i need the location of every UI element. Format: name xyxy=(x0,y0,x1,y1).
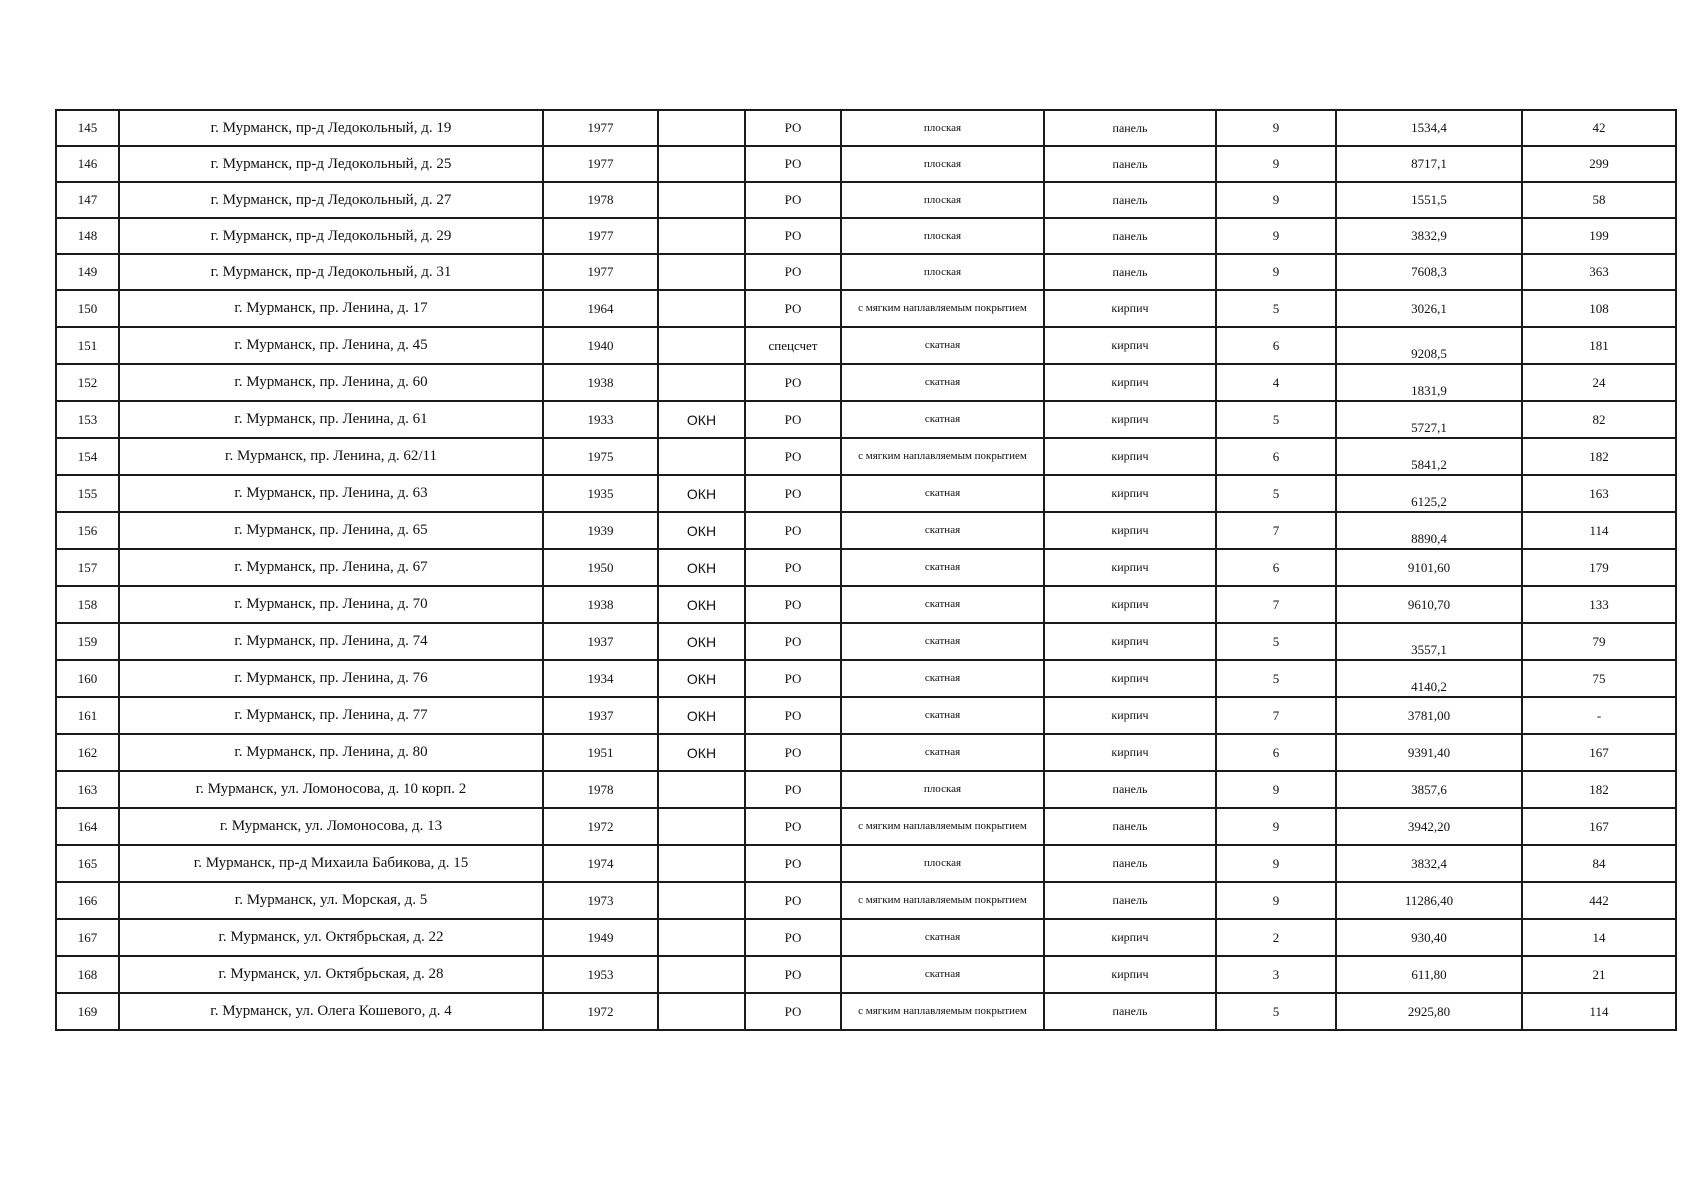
heritage-status-cell: ОКН xyxy=(658,549,745,586)
year-built-cell: 1977 xyxy=(543,218,658,254)
table-row xyxy=(56,182,1676,218)
fund-account-cell: РО xyxy=(745,586,841,623)
floors-cell: 9 xyxy=(1216,808,1336,845)
address-cell: г. Мурманск, ул. Олега Кошевого, д. 4 xyxy=(119,993,543,1030)
roof-type-cell: с мягким наплавляемым покрытием xyxy=(841,993,1044,1030)
floors-cell: 2 xyxy=(1216,919,1336,956)
residents-cell: 442 xyxy=(1522,882,1676,919)
row-number-cell: 148 xyxy=(56,218,119,254)
wall-material-cell: кирпич xyxy=(1044,697,1216,734)
address-cell: г. Мурманск, пр-д Ледокольный, д. 19 xyxy=(119,110,543,146)
total-area-cell: 8717,1 xyxy=(1336,146,1522,182)
building-registry-table xyxy=(55,109,1677,1031)
floors-cell: 7 xyxy=(1216,697,1336,734)
fund-account-cell: РО xyxy=(745,734,841,771)
heritage-status-cell xyxy=(658,110,745,146)
year-built-cell: 1977 xyxy=(543,254,658,290)
wall-material-cell: панель xyxy=(1044,110,1216,146)
fund-account-cell: РО xyxy=(745,956,841,993)
roof-type-cell: плоская xyxy=(841,182,1044,218)
total-area-cell: 9101,60 xyxy=(1336,549,1522,586)
year-built-cell: 1953 xyxy=(543,956,658,993)
fund-account-cell: РО xyxy=(745,549,841,586)
roof-type-cell: плоская xyxy=(841,218,1044,254)
roof-type-cell: плоская xyxy=(841,845,1044,882)
residents-cell: 182 xyxy=(1522,438,1676,475)
floors-cell: 9 xyxy=(1216,882,1336,919)
address-cell: г. Мурманск, ул. Октябрьская, д. 28 xyxy=(119,956,543,993)
roof-type-cell: плоская xyxy=(841,110,1044,146)
table-row xyxy=(56,623,1676,660)
floors-cell: 6 xyxy=(1216,549,1336,586)
row-number-cell: 147 xyxy=(56,182,119,218)
floors-cell: 7 xyxy=(1216,512,1336,549)
total-area-cell: 3781,00 xyxy=(1336,697,1522,734)
roof-type-cell: скатная xyxy=(841,734,1044,771)
floors-cell: 9 xyxy=(1216,110,1336,146)
floors-cell: 5 xyxy=(1216,660,1336,697)
table-row xyxy=(56,845,1676,882)
fund-account-cell: РО xyxy=(745,623,841,660)
floors-cell: 9 xyxy=(1216,146,1336,182)
fund-account-cell: РО xyxy=(745,364,841,401)
wall-material-cell: кирпич xyxy=(1044,919,1216,956)
year-built-cell: 1940 xyxy=(543,327,658,364)
residents-cell: 163 xyxy=(1522,475,1676,512)
row-number-cell: 168 xyxy=(56,956,119,993)
heritage-status-cell: ОКН xyxy=(658,512,745,549)
heritage-status-cell: ОКН xyxy=(658,623,745,660)
total-area-cell: 4140,2 xyxy=(1336,660,1522,697)
heritage-status-cell xyxy=(658,993,745,1030)
address-cell: г. Мурманск, ул. Ломоносова, д. 10 корп. 2 xyxy=(119,771,543,808)
year-built-cell: 1938 xyxy=(543,586,658,623)
fund-account-cell: РО xyxy=(745,919,841,956)
fund-account-cell: РО xyxy=(745,475,841,512)
wall-material-cell: кирпич xyxy=(1044,956,1216,993)
fund-account-cell: РО xyxy=(745,697,841,734)
roof-type-cell: скатная xyxy=(841,475,1044,512)
heritage-status-cell xyxy=(658,845,745,882)
address-cell: г. Мурманск, пр. Ленина, д. 60 xyxy=(119,364,543,401)
row-number-cell: 165 xyxy=(56,845,119,882)
address-cell: г. Мурманск, пр. Ленина, д. 63 xyxy=(119,475,543,512)
table-row xyxy=(56,110,1676,146)
residents-cell: 84 xyxy=(1522,845,1676,882)
table-row xyxy=(56,586,1676,623)
roof-type-cell: скатная xyxy=(841,512,1044,549)
row-number-cell: 149 xyxy=(56,254,119,290)
address-cell: г. Мурманск, пр-д Ледокольный, д. 27 xyxy=(119,182,543,218)
total-area-cell: 1831,9 xyxy=(1336,364,1522,401)
row-number-cell: 161 xyxy=(56,697,119,734)
row-number-cell: 169 xyxy=(56,993,119,1030)
table-row xyxy=(56,290,1676,327)
fund-account-cell: РО xyxy=(745,438,841,475)
residents-cell: 79 xyxy=(1522,623,1676,660)
roof-type-cell: скатная xyxy=(841,660,1044,697)
residents-cell: 75 xyxy=(1522,660,1676,697)
table-row xyxy=(56,146,1676,182)
residents-cell: 363 xyxy=(1522,254,1676,290)
row-number-cell: 159 xyxy=(56,623,119,660)
total-area-cell: 9610,70 xyxy=(1336,586,1522,623)
fund-account-cell: РО xyxy=(745,808,841,845)
address-cell: г. Мурманск, пр-д Ледокольный, д. 29 xyxy=(119,218,543,254)
heritage-status-cell: ОКН xyxy=(658,401,745,438)
year-built-cell: 1972 xyxy=(543,808,658,845)
table-row xyxy=(56,660,1676,697)
year-built-cell: 1975 xyxy=(543,438,658,475)
floors-cell: 5 xyxy=(1216,401,1336,438)
heritage-status-cell xyxy=(658,254,745,290)
address-cell: г. Мурманск, пр. Ленина, д. 45 xyxy=(119,327,543,364)
floors-cell: 6 xyxy=(1216,438,1336,475)
table-row xyxy=(56,401,1676,438)
address-cell: г. Мурманск, пр. Ленина, д. 61 xyxy=(119,401,543,438)
total-area-cell: 8890,4 xyxy=(1336,512,1522,549)
wall-material-cell: кирпич xyxy=(1044,549,1216,586)
roof-type-cell: плоская xyxy=(841,771,1044,808)
fund-account-cell: РО xyxy=(745,660,841,697)
year-built-cell: 1935 xyxy=(543,475,658,512)
roof-type-cell: плоская xyxy=(841,146,1044,182)
year-built-cell: 1974 xyxy=(543,845,658,882)
floors-cell: 5 xyxy=(1216,623,1336,660)
heritage-status-cell xyxy=(658,146,745,182)
table-row xyxy=(56,512,1676,549)
total-area-cell: 11286,40 xyxy=(1336,882,1522,919)
row-number-cell: 154 xyxy=(56,438,119,475)
address-cell: г. Мурманск, пр. Ленина, д. 76 xyxy=(119,660,543,697)
heritage-status-cell xyxy=(658,956,745,993)
wall-material-cell: панель xyxy=(1044,254,1216,290)
row-number-cell: 164 xyxy=(56,808,119,845)
residents-cell: 133 xyxy=(1522,586,1676,623)
fund-account-cell: РО xyxy=(745,110,841,146)
floors-cell: 6 xyxy=(1216,734,1336,771)
roof-type-cell: с мягким наплавляемым покрытием xyxy=(841,882,1044,919)
row-number-cell: 155 xyxy=(56,475,119,512)
wall-material-cell: кирпич xyxy=(1044,364,1216,401)
residents-cell: 179 xyxy=(1522,549,1676,586)
floors-cell: 3 xyxy=(1216,956,1336,993)
address-cell: г. Мурманск, пр. Ленина, д. 74 xyxy=(119,623,543,660)
heritage-status-cell: ОКН xyxy=(658,734,745,771)
row-number-cell: 156 xyxy=(56,512,119,549)
roof-type-cell: с мягким наплавляемым покрытием xyxy=(841,290,1044,327)
heritage-status-cell xyxy=(658,290,745,327)
heritage-status-cell: ОКН xyxy=(658,697,745,734)
year-built-cell: 1937 xyxy=(543,623,658,660)
year-built-cell: 1939 xyxy=(543,512,658,549)
total-area-cell: 5841,2 xyxy=(1336,438,1522,475)
wall-material-cell: панель xyxy=(1044,808,1216,845)
row-number-cell: 157 xyxy=(56,549,119,586)
year-built-cell: 1972 xyxy=(543,993,658,1030)
heritage-status-cell: ОКН xyxy=(658,475,745,512)
floors-cell: 5 xyxy=(1216,290,1336,327)
year-built-cell: 1978 xyxy=(543,771,658,808)
address-cell: г. Мурманск, пр. Ленина, д. 67 xyxy=(119,549,543,586)
roof-type-cell: плоская xyxy=(841,254,1044,290)
fund-account-cell: РО xyxy=(745,512,841,549)
row-number-cell: 160 xyxy=(56,660,119,697)
row-number-cell: 152 xyxy=(56,364,119,401)
residents-cell: 114 xyxy=(1522,993,1676,1030)
table-row xyxy=(56,734,1676,771)
total-area-cell: 9391,40 xyxy=(1336,734,1522,771)
table-row xyxy=(56,549,1676,586)
roof-type-cell: скатная xyxy=(841,956,1044,993)
residents-cell: 82 xyxy=(1522,401,1676,438)
total-area-cell: 1551,5 xyxy=(1336,182,1522,218)
residents-cell: 42 xyxy=(1522,110,1676,146)
wall-material-cell: панель xyxy=(1044,771,1216,808)
wall-material-cell: панель xyxy=(1044,993,1216,1030)
fund-account-cell: РО xyxy=(745,146,841,182)
year-built-cell: 1977 xyxy=(543,146,658,182)
total-area-cell: 6125,2 xyxy=(1336,475,1522,512)
row-number-cell: 162 xyxy=(56,734,119,771)
total-area-cell: 3832,9 xyxy=(1336,218,1522,254)
row-number-cell: 158 xyxy=(56,586,119,623)
residents-cell: 21 xyxy=(1522,956,1676,993)
address-cell: г. Мурманск, пр-д Ледокольный, д. 25 xyxy=(119,146,543,182)
total-area-cell: 3857,6 xyxy=(1336,771,1522,808)
fund-account-cell: РО xyxy=(745,993,841,1030)
roof-type-cell: скатная xyxy=(841,364,1044,401)
row-number-cell: 151 xyxy=(56,327,119,364)
year-built-cell: 1951 xyxy=(543,734,658,771)
total-area-cell: 1534,4 xyxy=(1336,110,1522,146)
address-cell: г. Мурманск, ул. Октябрьская, д. 22 xyxy=(119,919,543,956)
residents-cell: 58 xyxy=(1522,182,1676,218)
wall-material-cell: панель xyxy=(1044,218,1216,254)
total-area-cell: 3026,1 xyxy=(1336,290,1522,327)
table-row xyxy=(56,956,1676,993)
total-area-cell: 7608,3 xyxy=(1336,254,1522,290)
wall-material-cell: кирпич xyxy=(1044,327,1216,364)
roof-type-cell: скатная xyxy=(841,401,1044,438)
heritage-status-cell: ОКН xyxy=(658,586,745,623)
wall-material-cell: панель xyxy=(1044,182,1216,218)
wall-material-cell: панель xyxy=(1044,146,1216,182)
roof-type-cell: с мягким наплавляемым покрытием xyxy=(841,808,1044,845)
address-cell: г. Мурманск, пр. Ленина, д. 62/11 xyxy=(119,438,543,475)
floors-cell: 7 xyxy=(1216,586,1336,623)
address-cell: г. Мурманск, пр-д Михаила Бабикова, д. 15 xyxy=(119,845,543,882)
year-built-cell: 1964 xyxy=(543,290,658,327)
address-cell: г. Мурманск, ул. Морская, д. 5 xyxy=(119,882,543,919)
table-row xyxy=(56,327,1676,364)
year-built-cell: 1949 xyxy=(543,919,658,956)
fund-account-cell: РО xyxy=(745,182,841,218)
residents-cell: 24 xyxy=(1522,364,1676,401)
floors-cell: 9 xyxy=(1216,771,1336,808)
roof-type-cell: скатная xyxy=(841,549,1044,586)
total-area-cell: 5727,1 xyxy=(1336,401,1522,438)
wall-material-cell: панель xyxy=(1044,882,1216,919)
table-row xyxy=(56,882,1676,919)
floors-cell: 4 xyxy=(1216,364,1336,401)
heritage-status-cell xyxy=(658,771,745,808)
row-number-cell: 145 xyxy=(56,110,119,146)
fund-account-cell: РО xyxy=(745,882,841,919)
table-row xyxy=(56,218,1676,254)
fund-account-cell: РО xyxy=(745,845,841,882)
wall-material-cell: кирпич xyxy=(1044,623,1216,660)
heritage-status-cell xyxy=(658,364,745,401)
residents-cell: 199 xyxy=(1522,218,1676,254)
floors-cell: 9 xyxy=(1216,218,1336,254)
wall-material-cell: панель xyxy=(1044,845,1216,882)
address-cell: г. Мурманск, пр-д Ледокольный, д. 31 xyxy=(119,254,543,290)
address-cell: г. Мурманск, пр. Ленина, д. 17 xyxy=(119,290,543,327)
wall-material-cell: кирпич xyxy=(1044,475,1216,512)
residents-cell: 108 xyxy=(1522,290,1676,327)
total-area-cell: 9208,5 xyxy=(1336,327,1522,364)
total-area-cell: 611,80 xyxy=(1336,956,1522,993)
year-built-cell: 1978 xyxy=(543,182,658,218)
wall-material-cell: кирпич xyxy=(1044,734,1216,771)
wall-material-cell: кирпич xyxy=(1044,290,1216,327)
heritage-status-cell xyxy=(658,808,745,845)
table-row xyxy=(56,771,1676,808)
total-area-cell: 3832,4 xyxy=(1336,845,1522,882)
wall-material-cell: кирпич xyxy=(1044,586,1216,623)
row-number-cell: 146 xyxy=(56,146,119,182)
year-built-cell: 1934 xyxy=(543,660,658,697)
residents-cell: 167 xyxy=(1522,808,1676,845)
table-row xyxy=(56,254,1676,290)
address-cell: г. Мурманск, пр. Ленина, д. 77 xyxy=(119,697,543,734)
fund-account-cell: РО xyxy=(745,218,841,254)
roof-type-cell: скатная xyxy=(841,623,1044,660)
residents-cell: - xyxy=(1522,697,1676,734)
year-built-cell: 1933 xyxy=(543,401,658,438)
address-cell: г. Мурманск, пр. Ленина, д. 70 xyxy=(119,586,543,623)
wall-material-cell: кирпич xyxy=(1044,438,1216,475)
fund-account-cell: РО xyxy=(745,771,841,808)
heritage-status-cell xyxy=(658,327,745,364)
total-area-cell: 2925,80 xyxy=(1336,993,1522,1030)
total-area-cell: 930,40 xyxy=(1336,919,1522,956)
row-number-cell: 166 xyxy=(56,882,119,919)
roof-type-cell: скатная xyxy=(841,586,1044,623)
heritage-status-cell xyxy=(658,438,745,475)
year-built-cell: 1937 xyxy=(543,697,658,734)
fund-account-cell: РО xyxy=(745,401,841,438)
roof-type-cell: скатная xyxy=(841,919,1044,956)
residents-cell: 14 xyxy=(1522,919,1676,956)
row-number-cell: 153 xyxy=(56,401,119,438)
year-built-cell: 1977 xyxy=(543,110,658,146)
table-row xyxy=(56,475,1676,512)
floors-cell: 6 xyxy=(1216,327,1336,364)
table-row xyxy=(56,808,1676,845)
heritage-status-cell xyxy=(658,218,745,254)
fund-account-cell: РО xyxy=(745,254,841,290)
address-cell: г. Мурманск, ул. Ломоносова, д. 13 xyxy=(119,808,543,845)
year-built-cell: 1950 xyxy=(543,549,658,586)
heritage-status-cell: ОКН xyxy=(658,660,745,697)
residents-cell: 182 xyxy=(1522,771,1676,808)
fund-account-cell: РО xyxy=(745,290,841,327)
wall-material-cell: кирпич xyxy=(1044,401,1216,438)
table-row xyxy=(56,364,1676,401)
floors-cell: 9 xyxy=(1216,254,1336,290)
address-cell: г. Мурманск, пр. Ленина, д. 65 xyxy=(119,512,543,549)
floors-cell: 9 xyxy=(1216,182,1336,218)
roof-type-cell: с мягким наплавляемым покрытием xyxy=(841,438,1044,475)
table-row xyxy=(56,438,1676,475)
row-number-cell: 150 xyxy=(56,290,119,327)
table-body xyxy=(56,110,1676,1030)
residents-cell: 181 xyxy=(1522,327,1676,364)
roof-type-cell: скатная xyxy=(841,697,1044,734)
heritage-status-cell xyxy=(658,182,745,218)
heritage-status-cell xyxy=(658,882,745,919)
table-row xyxy=(56,919,1676,956)
year-built-cell: 1938 xyxy=(543,364,658,401)
total-area-cell: 3942,20 xyxy=(1336,808,1522,845)
floors-cell: 5 xyxy=(1216,475,1336,512)
row-number-cell: 167 xyxy=(56,919,119,956)
residents-cell: 114 xyxy=(1522,512,1676,549)
total-area-cell: 3557,1 xyxy=(1336,623,1522,660)
wall-material-cell: кирпич xyxy=(1044,660,1216,697)
floors-cell: 9 xyxy=(1216,845,1336,882)
address-cell: г. Мурманск, пр. Ленина, д. 80 xyxy=(119,734,543,771)
roof-type-cell: скатная xyxy=(841,327,1044,364)
floors-cell: 5 xyxy=(1216,993,1336,1030)
fund-account-cell: спецсчет xyxy=(745,327,841,364)
table-row xyxy=(56,993,1676,1030)
residents-cell: 299 xyxy=(1522,146,1676,182)
residents-cell: 167 xyxy=(1522,734,1676,771)
year-built-cell: 1973 xyxy=(543,882,658,919)
wall-material-cell: кирпич xyxy=(1044,512,1216,549)
row-number-cell: 163 xyxy=(56,771,119,808)
table-row xyxy=(56,697,1676,734)
heritage-status-cell xyxy=(658,919,745,956)
